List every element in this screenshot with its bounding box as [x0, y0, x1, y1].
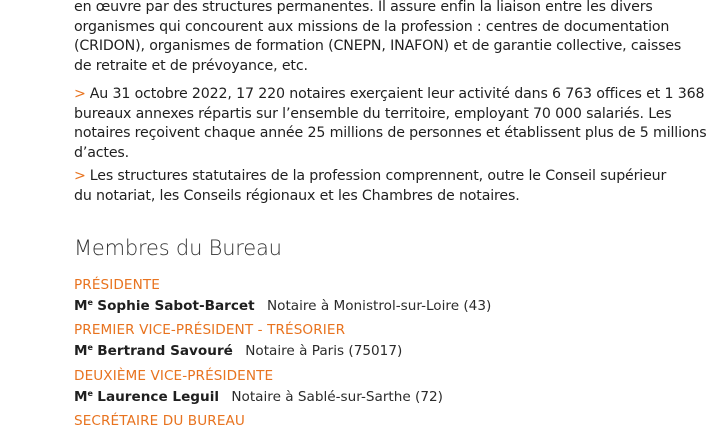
member-prefix-suffix: e [87, 389, 93, 398]
text-line-content: Au 31 octobre 2022, 17 220 notaires exerçaient leur activité dans 6 763 offices et 1 368 [89, 86, 705, 102]
text-line [74, 85, 705, 105]
bullet-arrow-icon: > [74, 168, 86, 184]
member-entry [74, 389, 443, 405]
member-prefix: M [74, 298, 88, 314]
member-prefix-suffix: e [87, 298, 93, 307]
text-line-content: Les structures statutaires de la profession comprennent, outre le Conseil supérieur [89, 168, 667, 184]
role-label: PRÉSIDENTE [74, 277, 160, 293]
member-name: Sophie Sabot-Barcet [97, 298, 255, 314]
member-description: Notaire à Monistrol-sur-Loire (43) [266, 298, 492, 314]
text-line [74, 167, 666, 187]
paragraph-liaison [74, 0, 682, 76]
member-prefix-suffix: e [87, 343, 93, 352]
paragraph-structures [74, 167, 666, 206]
text-line: en œuvre par des structures permanentes. Il assure enfin la liaison entre les divers [74, 0, 653, 15]
text-line: notaires reçoivent chaque année 25 millions de personnes et établissent plus de 5 millions [74, 125, 707, 141]
text-line: du notariat, les Conseils régionaux et les Chambres de notaires. [74, 187, 520, 204]
text-line: de retraite et de prévoyance, etc. [74, 57, 308, 74]
paragraph-statistics [74, 85, 707, 163]
role-label: DEUXIÈME VICE-PRÉSIDENTE [74, 368, 274, 384]
member-name: Laurence Leguil [97, 389, 220, 405]
section-title: Membres du Bureau [74, 236, 282, 260]
member-entry [74, 298, 491, 314]
member-description: Notaire à Sablé-sur-Sarthe (72) [231, 389, 443, 405]
role-label: SECRÉTAIRE DU BUREAU [74, 413, 245, 429]
bullet-arrow-icon: > [74, 86, 86, 102]
member-description: Notaire à Paris (75017) [245, 343, 403, 359]
member-name: Bertrand Savouré [97, 343, 233, 359]
role-label: PREMIER VICE-PRÉSIDENT - TRÉSORIER [74, 322, 346, 338]
text-line: (CRIDON), organismes de formation (CNEPN, INAFON) et de garantie collective, caisses [74, 38, 682, 54]
text-line: d’actes. [74, 144, 130, 161]
text-line: bureaux annexes répartis sur l’ensemble du territoire, employant 70 000 salariés. Les [74, 105, 672, 122]
text-line: organismes qui concourent aux missions de la profession : centres de documentation [74, 18, 670, 35]
member-prefix: M [74, 389, 88, 405]
member-prefix: M [74, 343, 88, 359]
member-entry [74, 343, 402, 359]
